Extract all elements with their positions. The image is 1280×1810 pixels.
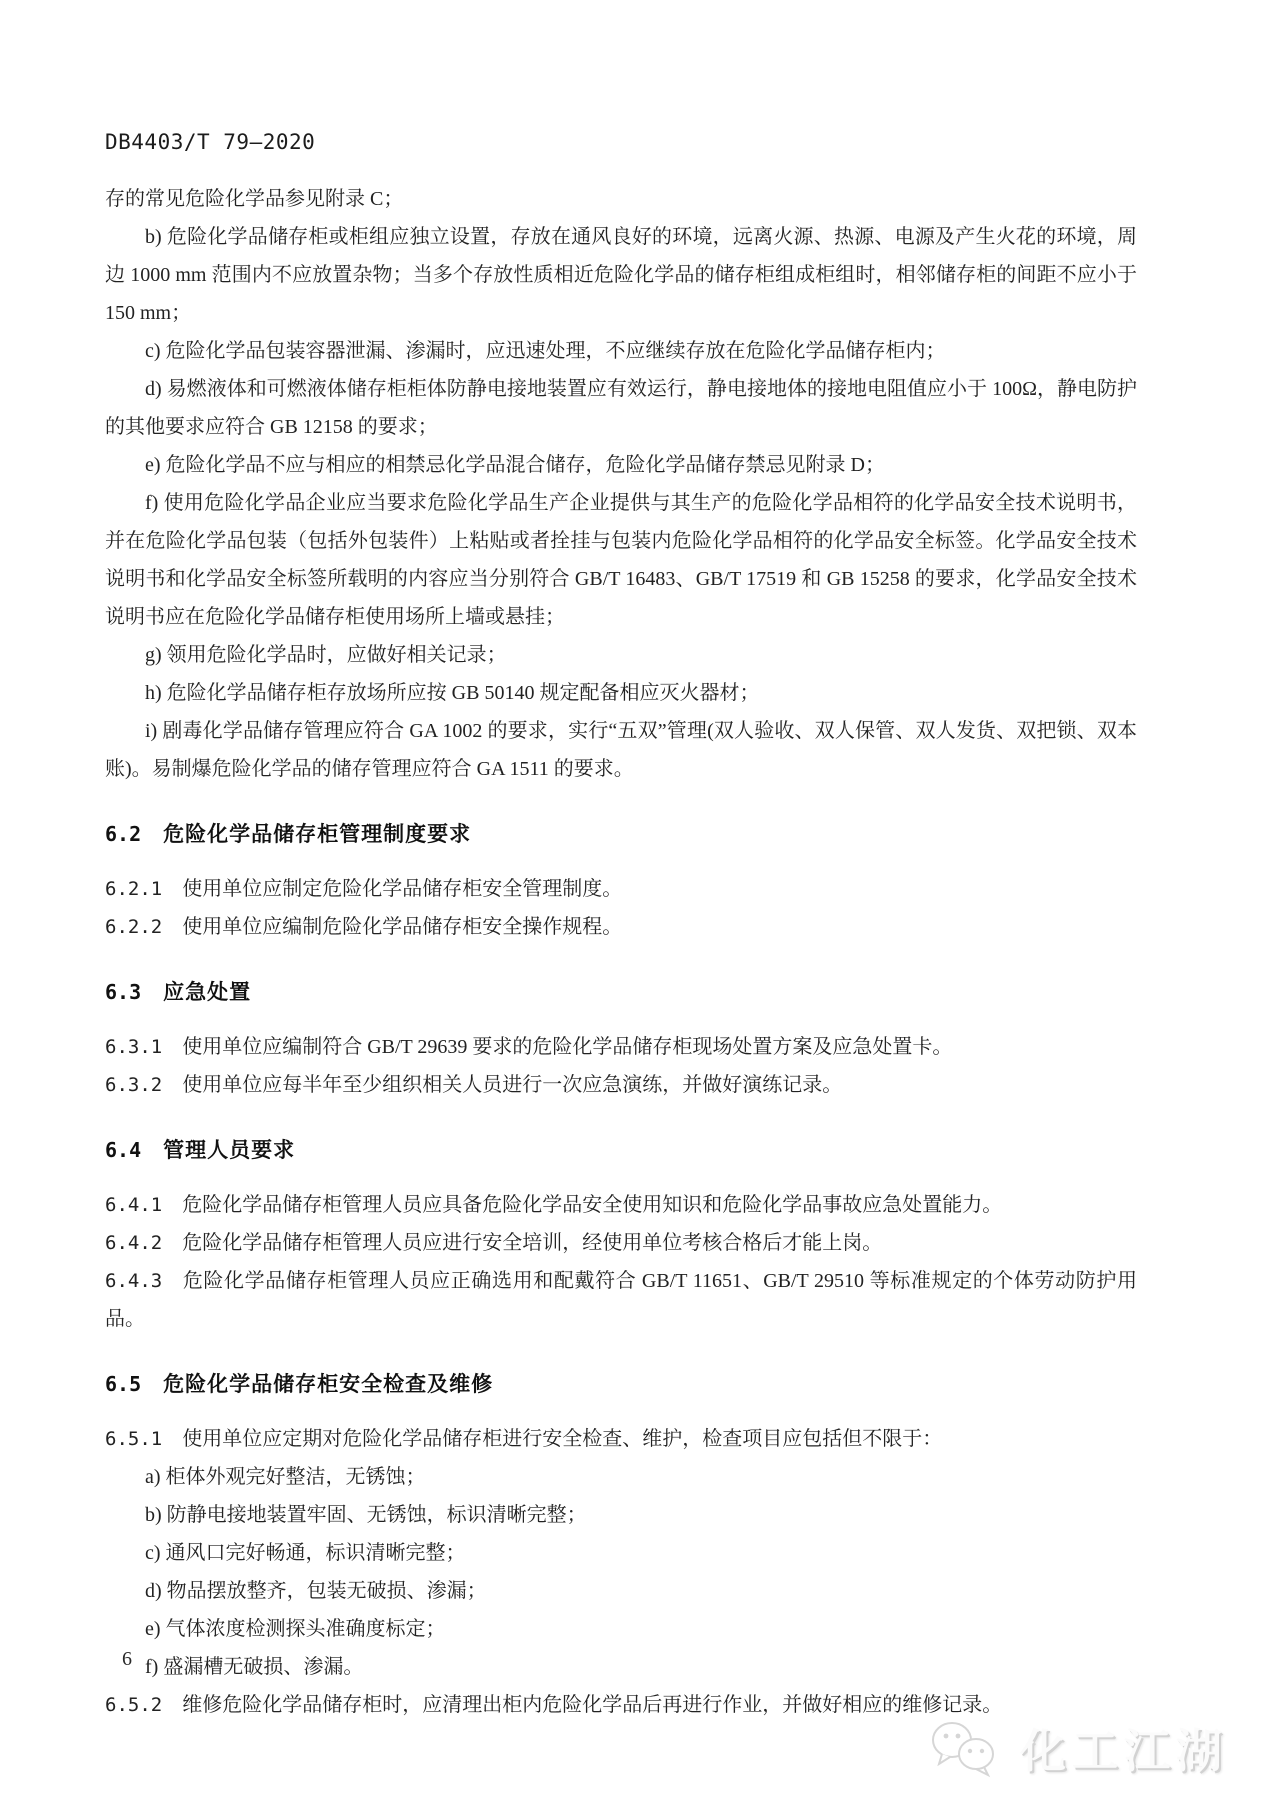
section-heading-6-5 <box>105 1368 1137 1398</box>
check-item-d: d) 物品摆放整齐，包装无破损、渗漏； <box>145 1580 487 1602</box>
section-heading-6-3 <box>105 976 1137 1006</box>
check-item-c: c) 通风口完好畅通，标识清晰完整； <box>145 1542 466 1564</box>
paragraph-item-f: f) 使用危险化学品企业应当要求危险化学品生产企业提供与其生产的危险化学品相符的化学品安全技术说明书，并在危险化学品包装（包括外包装件）上粘贴或者拴挂与包装内危险化学品相符的化学品安全标签。化学品安全技术说明书和化学品安全标签所载明的内容应当分别符合 GB/T 16483、GB/T 17519 和 GB 15258 的要求，化学品安全技术说明书应在危险化学品储存柜使用场所上墙或悬挂； <box>105 492 1137 628</box>
clause-6-2-2 <box>105 908 1137 946</box>
paragraph-item-g: g) 领用危险化学品时，应做好相关记录； <box>145 644 507 666</box>
section-number: 6.3 <box>105 980 142 1004</box>
section-title: 危险化学品储存柜管理制度要求 <box>163 823 472 846</box>
paragraph-item-e: e) 危险化学品不应与相应的相禁忌化学品混合储存，危险化学品储存禁忌见附录 D； <box>145 454 885 476</box>
paragraph-continuation: 存的常见危险化学品参见附录 C； <box>105 188 404 210</box>
clause-text: 危险化学品储存柜管理人员应正确选用和配戴符合 GB/T 11651、GB/T 29510 等标准规定的个体劳动防护用品。 <box>105 1270 1137 1330</box>
standard-code: DB4403/T 79—2020 <box>105 130 316 154</box>
page-content <box>105 130 1137 1724</box>
clause-text: 危险化学品储存柜管理人员应具备危险化学品安全使用知识和危险化学品事故应急处置能力。 <box>182 1194 1003 1216</box>
clause-text: 使用单位应定期对危险化学品储存柜进行安全检查、维护，检查项目应包括但不限于： <box>182 1428 943 1450</box>
section-number: 6.5 <box>105 1372 142 1396</box>
paragraph-item-i: i) 剧毒化学品储存管理应符合 GA 1002 的要求，实行“五双”管理(双人验收、双人保管、双人发货、双把锁、双本账)。易制爆危险化学品的储存管理应符合 GA 1511 的要求。 <box>105 720 1137 780</box>
section-title: 应急处置 <box>163 981 252 1004</box>
section-number: 6.2 <box>105 822 142 846</box>
clause-6-2-1 <box>105 870 1137 908</box>
clause-6-4-2 <box>105 1224 1137 1262</box>
clause-text: 使用单位应制定危险化学品储存柜安全管理制度。 <box>182 878 623 900</box>
clause-6-4-1 <box>105 1186 1137 1224</box>
section-heading-6-4 <box>105 1134 1137 1164</box>
clause-number: 6.4.3 <box>105 1270 163 1292</box>
clause-6-4-3 <box>105 1262 1137 1338</box>
watermark-brand <box>926 1714 1228 1782</box>
page-number: 6 <box>122 1648 132 1670</box>
clause-number: 6.3.2 <box>105 1074 163 1096</box>
clause-number: 6.5.1 <box>105 1428 163 1450</box>
clause-number: 6.2.2 <box>105 916 163 938</box>
clause-6-5-1 <box>105 1420 1137 1458</box>
check-item-a: a) 柜体外观完好整洁，无锈蚀； <box>145 1466 426 1488</box>
clause-6-3-1 <box>105 1028 1137 1066</box>
clause-number: 6.5.2 <box>105 1694 163 1716</box>
section-title: 危险化学品储存柜安全检查及维修 <box>163 1373 494 1396</box>
section-heading-6-2 <box>105 818 1137 848</box>
paragraph-item-d: d) 易燃液体和可燃液体储存柜柜体防静电接地装置应有效运行，静电接地体的接地电阻值应小于 100Ω，静电防护的其他要求应符合 GB 12158 的要求； <box>105 378 1137 438</box>
clause-number: 6.3.1 <box>105 1036 163 1058</box>
clause-number: 6.4.1 <box>105 1194 163 1216</box>
clause-text: 使用单位应编制符合 GB/T 29639 要求的危险化学品储存柜现场处置方案及应急处置卡。 <box>182 1036 953 1058</box>
clause-text: 使用单位应每半年至少组织相关人员进行一次应急演练，并做好演练记录。 <box>182 1074 843 1096</box>
paragraph-item-h: h) 危险化学品储存柜存放场所应按 GB 50140 规定配备相应灭火器材； <box>145 682 760 704</box>
check-item-b: b) 防静电接地装置牢固、无锈蚀，标识清晰完整； <box>145 1504 587 1526</box>
section-number: 6.4 <box>105 1138 142 1162</box>
clause-text: 危险化学品储存柜管理人员应进行安全培训，经使用单位考核合格后才能上岗。 <box>182 1232 883 1254</box>
check-item-f: f) 盛漏槽无破损、渗漏。 <box>145 1656 364 1678</box>
wechat-chat-bubbles-icon <box>926 1714 1006 1782</box>
clause-text: 使用单位应编制危险化学品储存柜安全操作规程。 <box>182 916 623 938</box>
watermark-text: 化工江湖 <box>1020 1725 1228 1777</box>
clause-text: 维修危险化学品储存柜时，应清理出柜内危险化学品后再进行作业，并做好相应的维修记录。 <box>182 1694 1003 1716</box>
paragraph-item-b: b) 危险化学品储存柜或柜组应独立设置，存放在通风良好的环境，远离火源、热源、电源及产生火花的环境，周边 1000 mm 范围内不应放置杂物；当多个存放性质相近危险化学品的储存柜组成柜组时，相邻储存柜的间距不应小于 150 mm； <box>105 226 1137 324</box>
clause-number: 6.2.1 <box>105 878 163 900</box>
clause-number: 6.4.2 <box>105 1232 163 1254</box>
paragraph-item-c: c) 危险化学品包装容器泄漏、渗漏时，应迅速处理，不应继续存放在危险化学品储存柜内； <box>145 340 946 362</box>
clause-6-3-2 <box>105 1066 1137 1104</box>
section-title: 管理人员要求 <box>163 1139 296 1162</box>
check-item-e: e) 气体浓度检测探头准确度标定； <box>145 1618 446 1640</box>
